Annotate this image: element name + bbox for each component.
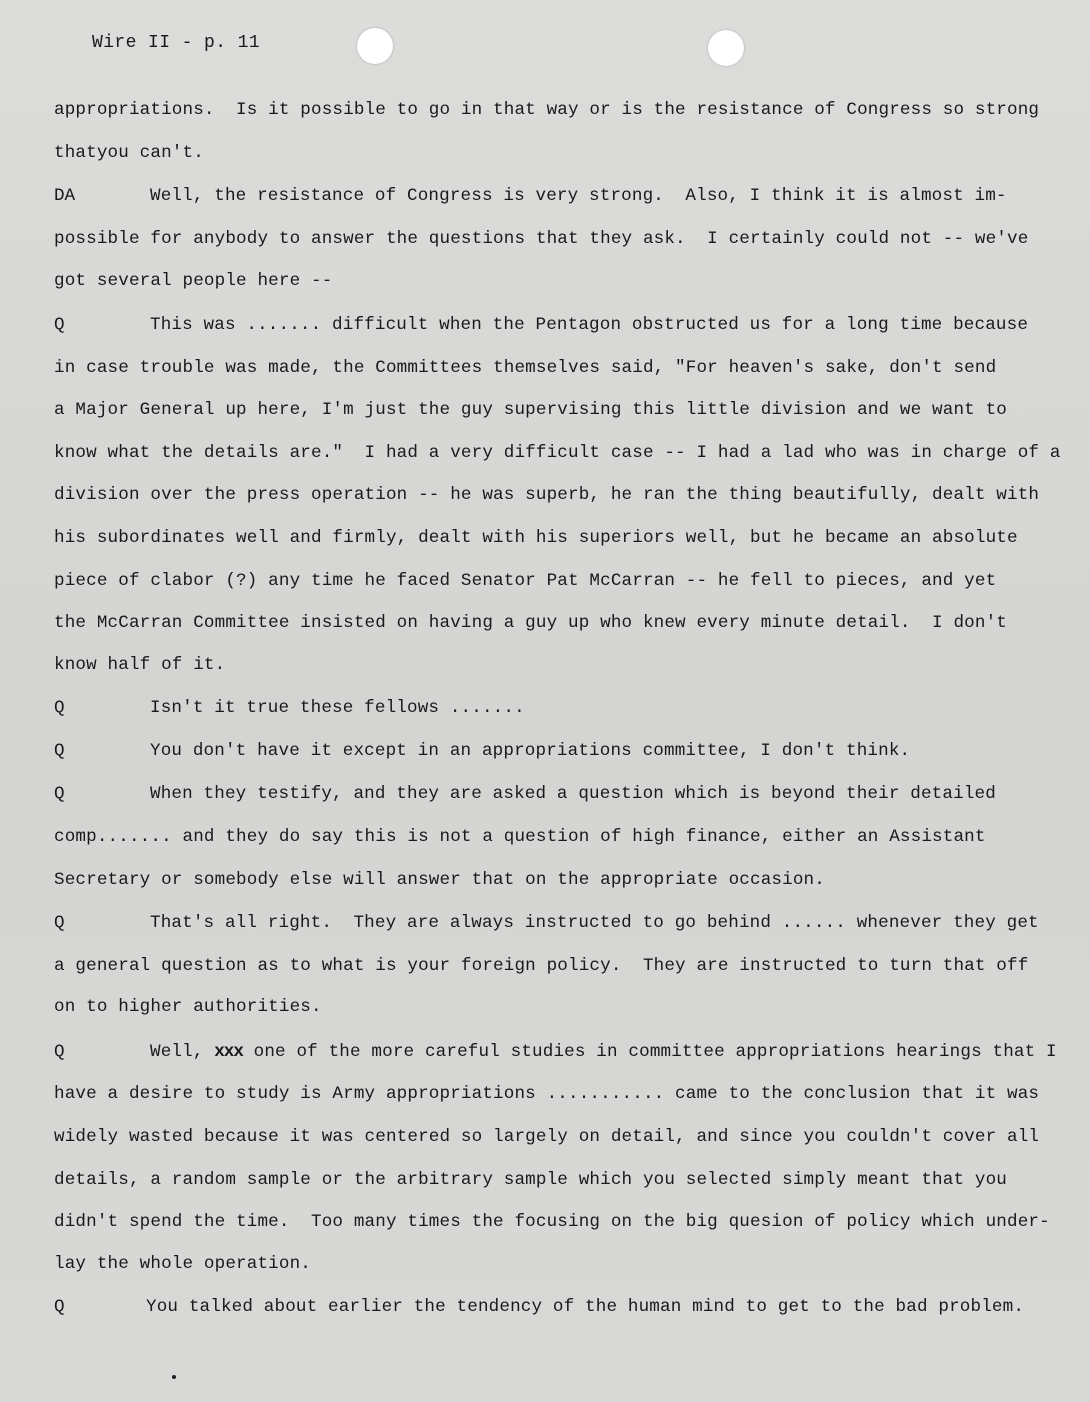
text-line: on to higher authorities. (54, 997, 322, 1017)
speaker-label: Q (54, 784, 65, 804)
text-line: in case trouble was made, the Committees themselves said, "For heaven's sake, don't send (54, 358, 997, 378)
text-line: his subordinates well and firmly, dealt with his superiors well, but he became an absolute (54, 528, 1018, 548)
text-line: lay the whole operation. (54, 1254, 311, 1274)
text-line: You talked about earlier the tendency of the human mind to get to the bad problem. (146, 1297, 1025, 1317)
text-line: appropriations. Is it possible to go in that way or is the resistance of Congress so strong (54, 100, 1040, 120)
speaker-label: Q (54, 698, 65, 718)
text-line: a general question as to what is your foreign policy. They are instructed to turn that off (54, 956, 1029, 976)
text-line: didn't spend the time. Too many times the focusing on the big quesion of policy which under- (54, 1212, 1050, 1232)
text-line: When they testify, and they are asked a question which is beyond their detailed (150, 784, 996, 804)
text-line: details, a random sample or the arbitrary sample which you selected simply meant that you (54, 1170, 1008, 1190)
text-line: Isn't it true these fellows ....... (150, 698, 525, 718)
text-line: thatyou can't. (54, 143, 204, 163)
speaker-label: Q (54, 913, 65, 933)
struck-out-text: xxx (214, 1042, 243, 1062)
paper-speck (172, 1375, 176, 1379)
text-line: Well, xxx one of the more careful studies in committee appropriations hearings that I (150, 1042, 1057, 1062)
text-line: Well, the resistance of Congress is very strong. Also, I think it is almost im- (150, 186, 1007, 206)
text-line: This was ....... difficult when the Pentagon obstructed us for a long time because (150, 315, 1029, 335)
text-line: That's all right. They are always instructed to go behind ...... whenever they get (150, 913, 1039, 933)
speaker-label: Q (54, 315, 65, 335)
text-line: have a desire to study is Army appropriations ........... came to the conclusion that it was (54, 1084, 1040, 1104)
punch-hole (357, 28, 393, 64)
speaker-label: DA (54, 186, 76, 206)
speaker-label: Q (54, 1297, 65, 1317)
text-line: got several people here -- (54, 271, 333, 291)
text-line: know half of it. (54, 655, 226, 675)
speaker-label: Q (54, 1042, 65, 1062)
text-line: the McCarran Committee insisted on having a guy up who knew every minute detail. I don't (54, 613, 1008, 633)
text-line: know what the details are." I had a very difficult case -- I had a lad who was in charge of a (54, 443, 1061, 463)
text-line: piece of clabor (?) any time he faced Senator Pat McCarran -- he fell to pieces, and yet (54, 571, 997, 591)
text-line: Secretary or somebody else will answer that on the appropriate occasion. (54, 870, 825, 890)
punch-hole (708, 30, 744, 66)
text-line: You don't have it except in an appropriations committee, I don't think. (150, 741, 911, 761)
page-header: Wire II - p. 11 (92, 33, 261, 53)
text-line: division over the press operation -- he was superb, he ran the thing beautifully, dealt with (54, 485, 1040, 505)
text-line: comp....... and they do say this is not a question of high finance, either an Assistant (54, 827, 986, 847)
speaker-label: Q (54, 741, 65, 761)
text-line: widely wasted because it was centered so largely on detail, and since you couldn't cover all (54, 1127, 1040, 1147)
text-line: possible for anybody to answer the questions that they ask. I certainly could not -- we've (54, 229, 1029, 249)
text-line: a Major General up here, I'm just the guy supervising this little division and we want to (54, 400, 1008, 420)
